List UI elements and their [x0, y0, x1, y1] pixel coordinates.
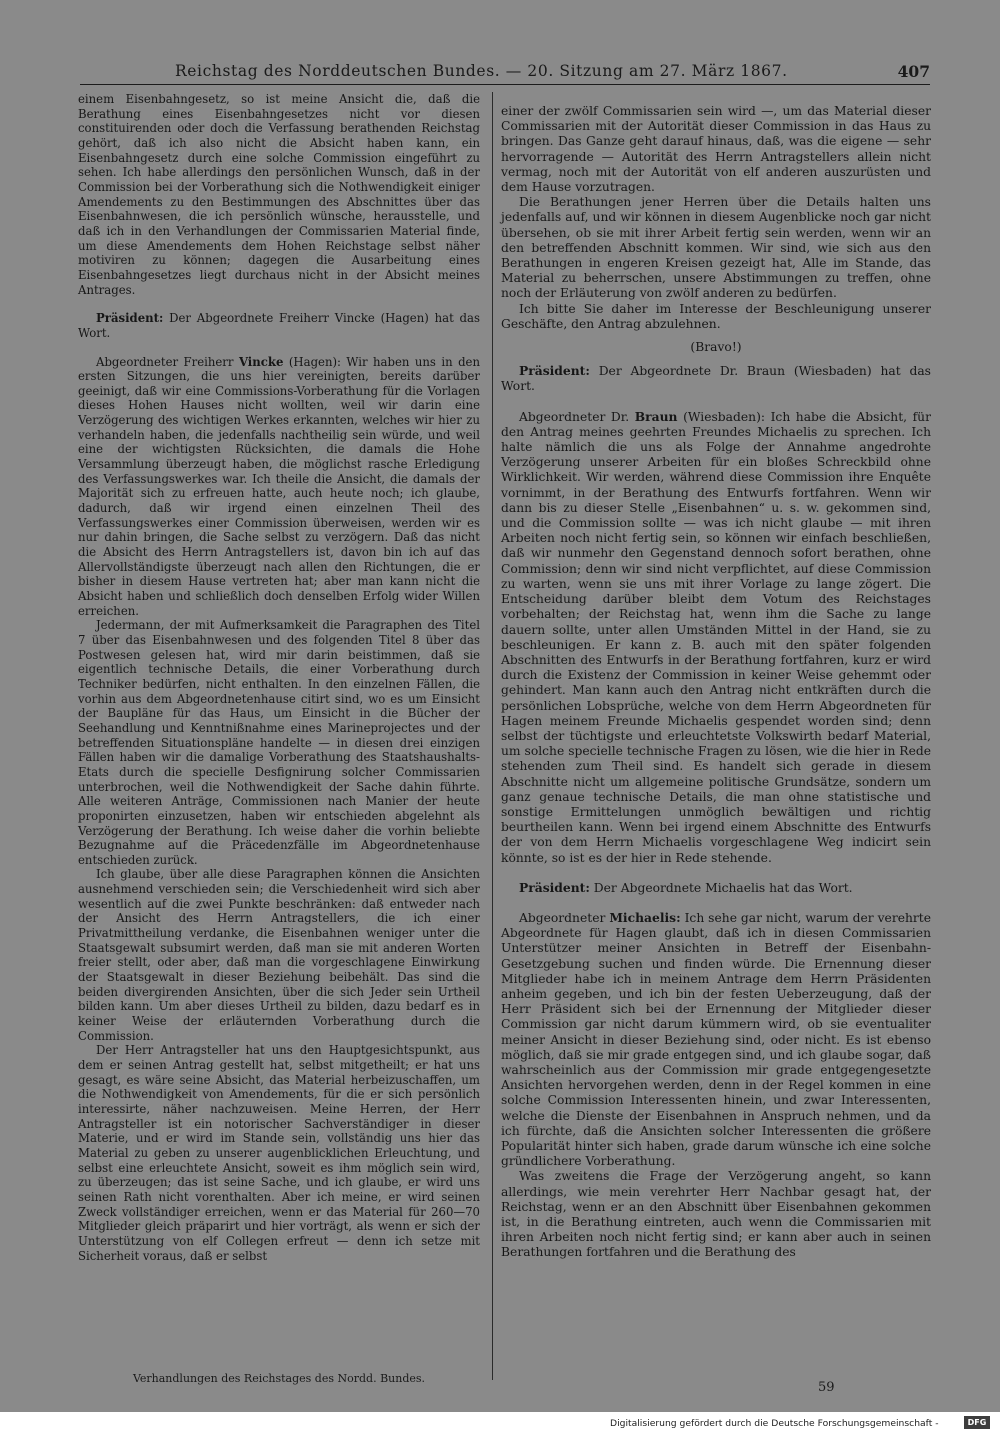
paragraph-text: Ich sehe gar nicht, warum der verehrte Abgeordnete für Hagen glaubt, daß ich in diesen Commissarien Unterstützer meiner Ansichten in Betreff der Eisenbahn-Gesetzgebung suchen und finden würde. Die Ernennung dieser Mitglieder habe ich in meinem Antrage dem Herrn Präsidenten anheim gegeben, und ich bin der festen Ueberzeugung, daß der Herr Präsident sich bei der Ernennung der Mitglieder dieser Commission gar nicht darum kümmern wird, ob sie eventualiter meiner Ansicht in dieser Beziehung sind, oder nicht. Es ist ebenso möglich, daß sie mir grade entgegen sind, und ich glaube sogar, daß wahrscheinlich aus der Commission mir grade entgegengesetzte Ansichten hervorgehen werden, denn in der Regel kommen in eine solche Commission Interessenten hinein, und zwar Interessenten, welche die Dienste der Eisenbahnen in Anspruch nehmen, und da ich fürchte, daß die Ansichten solcher Interessenten die größere Popularität hinter sich haben, grade darum wünsche ich eine solche gründlichere Vorberathung. [501, 910, 931, 1169]
right-column [501, 104, 931, 1261]
paragraph-braun [501, 409, 931, 866]
speaker-label: Präsident: [519, 879, 590, 895]
speaker-label: Präsident: [519, 363, 590, 379]
page-number: 407 [897, 62, 930, 81]
paragraph: Die Berathungen jener Herren über die Details halten uns jedenfalls auf, und wir können in diesem Augenblicke noch gar nicht übersehen, ob sie mit ihrer Arbeit fertig sein werden, wenn wir an den betreffenden Abschnitt kommen. Wir sind, wie sich aus den Berathungen in engeren Kreisen gezeigt hat, Alle im Stande, das Material zu beherrschen, unsere Abstimmungen zu treffen, ohne noch der Erläuterung von zwölf anderen zu bedürfen. [501, 195, 931, 301]
paragraph: Jedermann, der mit Aufmerksamkeit die Paragraphen des Titel 7 über das Eisenbahnwesen und des folgenden Titel 8 über das Postwesen gelesen hat, wird mir darin beistimmen, daß sie eigentlich technische Details, die einer Vorberathung durch Techniker bedürfen, nicht enthalten. In den einzelnen Fällen, die vorhin aus dem Abgeordnetenhause citirt sind, wo es um Einsicht der Baupläne für das Haus, um Einsicht in die Bücher der Seehandlung und Kenntnißnahme eines Marineprojectes und der betreffenden Situationspläne handelte — in diesen drei einzigen Fällen haben wir die damalige Vorberathung des Staatshaushalts-Etats durch die specielle Desfignirung solcher Commissarien unterbrochen, weil die Nothwendigkeit der Sache dahin führte. Alle weiteren Anträge, Commissionen nach Manier der heute proponirten einzusetzen, haben wir entschieden abgelehnt als Verzögerung der Berathung. Ich weise daher die vorhin beliebte Bezugnahme auf die Präcedenzfälle im Abgeordnetenhause entschieden zurück. [78, 618, 480, 867]
paragraph-text: Der Abgeordnete Michaelis hat das Wort. [593, 880, 853, 895]
speaker-label: Präsident: [96, 311, 164, 326]
column-divider [492, 92, 493, 1380]
paragraph-vincke [78, 355, 480, 619]
digitization-credit: Digitalisierung gefördert durch die Deutsche Forschungsgemeinschaft - [610, 1418, 939, 1429]
speaker-name: Braun [634, 408, 678, 424]
paragraph-text: (Wiesbaden): Ich habe die Absicht, für den Antrag meines geehrten Freundes Michaelis zu sprechen. Ich halte nämlich die uns als Folge der Annahme angedrohte Verzögerung unserer Arbeiten für ein bloßes Schreckbild ohne Wirklichkeit. Wir werden, während diese Commission ihre Enquête vornimmt, in der Berathung des Entwurfs fortfahren. Wenn wir dann bis zu dieser Stelle „Eisenbahnen“ u. s. w. gekommen sind, und die Commission sollte — was ich nicht glaube — mit ihren Arbeiten noch nicht fertig sein, so können wir einfach beschließen, daß wir nunmehr den Gegenstand dennoch sofort berathen, ohne Commission; denn wir sind nicht verpflichtet, auf diese Commission zu warten, wenn sie uns mit ihrer Vorlage zu lange zögert. Die Entscheidung darüber bleibt dem Votum des Reichstages vorbehalten; der Reichstag hat, wenn ihm die Sache zu lange dauern sollte, unter allen Umständen Mittel in der Hand, sie zu beschleunigen. Er kann z. B. auch mit den später folgenden Abschnitten des Entwurfs in der Berathung fortfahren, kurz er wird durch die Existenz der Commission in keiner Weise gehemmt oder gehindert. Man kann auch den Antrag nicht entkräften durch die persönlichen Lobsprüche, welche von dem Herrn Abgeordneten für Hagen meinem Freunde Michaelis gespendet worden sind; denn selbst der tüchtigste und erleuchtetste Volkswirth bedarf Material, um solche specielle technische Fragen zu lösen, wie die hier in Rede stehenden zum Theil sind. Es handelt sich gerade in diesem Abschnitte nicht um allgemeine politische Grundsätze, sondern um ganz genaue technische Details, die man ohne statistische und sonstige Ermittelungen unmöglich bewältigen und richtig beurtheilen kann. Wenn bei irgend einem Abschnitte des Entwurfs der von dem Herrn Michaelis vorgeschlagene Weg indicirt sein könnte, so ist es der hier in Rede stehende. [501, 409, 931, 865]
page-header [80, 62, 930, 85]
paragraph-president [501, 363, 931, 394]
paragraph-president [501, 880, 931, 896]
paragraph-text: (Hagen): Wir haben uns in den ersten Sitzungen, die uns hier vereinigten, bereits darüber geeinigt, daß wir eine Commissions-Vorberathung für die Vorlagen dieses Hohen Hauses nicht wollten, weil wir darin eine Verzögerung des wichtigen Werkes erkannten, welches wir hier zu verhandeln haben, die jedenfalls nachtheilig sein würde, und weil eine der wichtigsten Rücksichten, die damals die Hohe Versammlung überzeugt haben, die möglichst rasche Erledigung des Verfassungswerkes war. Ich theile die Ansicht, die damals der Majorität sich zu erfreuen hatte, auch heute noch; ich glaube, dadurch, daß wir irgend einen einzelnen Theil des Verfassungswerkes einer Commission überweisen, werden wir es nur dahin bringen, die Sache selbst zu verzögern. Daß das nicht die Absicht des Herrn Antragstellers ist, davon bin ich auf das Allervollständigste überzeugt nach allen den Richtungen, die er bisher in diesem Hause vertreten hat; aber man kann nicht die Absicht haben und schließlich doch denselben Erfolg wider Willen erreichen. [78, 354, 481, 618]
interjection: (Bravo!) [690, 340, 742, 355]
dfg-logo: DFG [964, 1416, 990, 1429]
paragraph: Ich glaube, über alle diese Paragraphen können die Ansichten ausnehmend verschieden sein; die Verschiedenheit wird sich aber wesentlich auf die zwei Punkte beschränken: daß entweder nach der Ansicht des Herrn Antragstellers, die ich einer Privatmittheilung verdanke, die Eisenbahnen weniger unter die Staatsgewalt subsumirt werden, daß man sie mit anderen Worten freier stellt, oder aber, daß man die vorgeschlagene Einwirkung der Staatsgewalt in dieser Beziehung beibehält. Das sind die beiden divergirenden Ansichten, über die sich Jeder sein Urtheil bilden kann. Um aber dieses Urtheil zu bilden, dazu bedarf es in keiner Weise der erläuternden Vorberathung durch die Commission. [78, 867, 480, 1043]
speaker-intro: Abgeordneter Dr. [519, 409, 630, 424]
paragraph: Was zweitens die Frage der Verzögerung angeht, so kann allerdings, wie mein verehrter Herr Nachbar gesagt hat, der Reichstag, wenn er an den Abschnitt über Eisenbahnen gekommen ist, in die Berathung eintreten, auch wenn die Commissarien mit ihren Arbeiten noch nicht fertig sind; er kann aber auch in seinen Berathungen fortfahren und die Berathung des [501, 1169, 931, 1260]
speaker-name: Michaelis: [609, 909, 681, 925]
speaker-intro: Abgeordneter [519, 910, 606, 925]
left-column [78, 92, 480, 1263]
speaker-name: Vincke [238, 354, 284, 369]
paragraph: einer der zwölf Commissarien sein wird —, um das Material dieser Commissarien mit der Autorität dieser Commission in das Haus zu bringen. Das Ganze geht darauf hinaus, daß, was die eigene — sehr hervorragende — Autorität des Herrn Antragstellers allein nicht vermag, noch mit der Autorität von elf anderen auszurüsten und dem Hause vorzutragen. [501, 104, 931, 195]
paragraph-michaelis [501, 910, 931, 1169]
running-title: Reichstag des Norddeutschen Bundes. — 20. Sitzung am 27. März 1867. [175, 62, 788, 80]
speaker-intro: Abgeordneter Freiherr [96, 354, 234, 369]
paragraph-president [78, 311, 480, 340]
footer-source: Verhandlungen des Reichstages des Nordd. Bundes. [132, 1372, 426, 1385]
paragraph: einem Eisenbahngesetz, so ist meine Ansicht die, daß die Berathung eines Eisenbahngesetzes nicht vor diesen constituirenden oder doch die Verfassung berathenden Reichstag gehört, daß ich also nicht die Absicht haben kann, ein Eisenbahngesetz durch eine solche Commission eingeführt zu sehen. Ich habe allerdings den persönlichen Wunsch, daß in der Commission bei der Vorberathung sich die Nothwendigkeit einiger Amendements zu den Bestimmungen des Abschnittes über das Eisenbahnwesen, die ich persönlich wünsche, herausstelle, und daß ich in den Verhandlungen der Commissarien Material finde, um diese Amendements dem Hohen Reichstage selbst näher motiviren zu können; dagegen die Ausarbeitung eines Eisenbahngesetzes liegt durchaus nicht in der Absicht meines Antrages. [78, 92, 480, 297]
paragraph: Ich bitte Sie daher im Interesse der Beschleunigung unserer Geschäfte, den Antrag abzulehnen. [501, 301, 931, 331]
paragraph: Der Herr Antragsteller hat uns den Hauptgesichtspunkt, aus dem er seinen Antrag gestellt hat, selbst mitgetheilt; er hat uns gesagt, es wäre seine Absicht, das Material herbeizuschaffen, um die Nothwendigkeit von Amendements, für die er sich persönlich interessirte, näher nachzuweisen. Meine Herren, der Herr Antragsteller ist ein notorischer Sachverständiger in dieser Materie, und er wird im Stande sein, vollständig uns hier das Material zu geben zu unserer augenblicklichen Erleuchtung, und selbst eine erleuchtete Ansicht, soweit es ihm möglich sein wird, zu überzeugen; das ist seine Sache, und ich glaube, er wird uns seinen Rath nicht vorenthalten. Aber ich meine, er wird seinen Zweck vollständiger erreichen, wenn er das Material für 260—70 Mitglieder gleich präparirt und hier vorträgt, als wenn er sich der Unterstützung von elf Collegen erfreut — denn ich setze mit Sicherheit voraus, daß er selbst [78, 1043, 480, 1263]
paragraph-text: Der Abgeordnete Dr. Braun (Wiesbaden) hat das Wort. [501, 364, 931, 394]
sheet-signature: 59 [818, 1380, 835, 1395]
paragraph-text: Der Abgeordnete Freiherr Vincke (Hagen) hat das Wort. [78, 311, 480, 340]
